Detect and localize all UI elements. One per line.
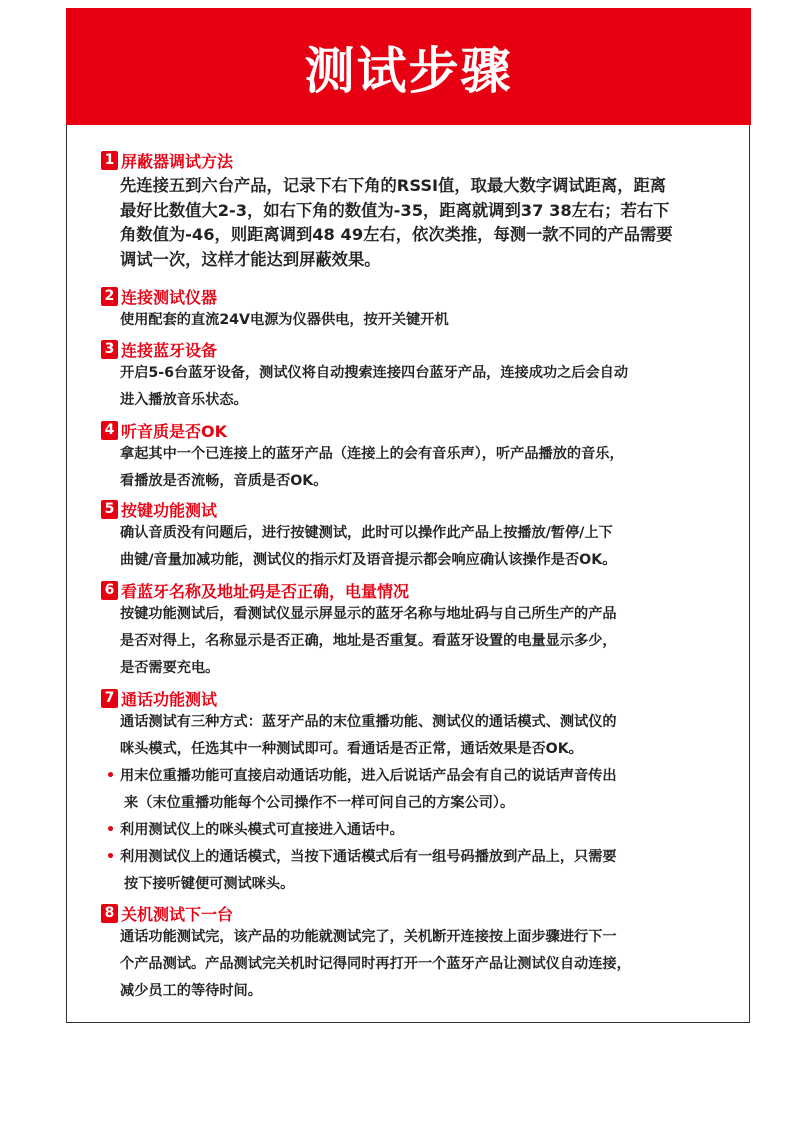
step-heading [101, 419, 741, 441]
step-body [101, 709, 741, 898]
step-title: 连接测试仪器 [121, 287, 218, 307]
step-section-6 [101, 579, 741, 682]
step-number-badge: 6 [101, 581, 118, 600]
bullet-item [106, 844, 741, 898]
step-text-line: 按键功能测试后，看测试仪显示屏显示的蓝牙名称与地址码与自己所生产的产品 [120, 606, 617, 622]
bullet-text-line: 利用测试仪上的通话模式，当按下通话模式后有一组号码播放到产品上，只需要 [120, 849, 617, 865]
step-text-line: 减少员工的等待时间。 [120, 983, 262, 999]
step-text-line: 调试一次，这样才能达到屏蔽效果。 [120, 249, 381, 269]
step-number-badge: 7 [101, 689, 118, 708]
step-body [101, 174, 741, 272]
step-section-2 [101, 285, 741, 334]
step-text-line: 曲键/音量加减功能，测试仪的指示灯及语音提示都会响应确认该操作是否OK。 [120, 552, 617, 568]
bullet-dot-icon: • [106, 849, 116, 865]
step-title: 关机测试下一台 [121, 904, 234, 924]
step-text-line: 进入播放音乐状态。 [120, 392, 248, 408]
step-title: 按键功能测试 [121, 500, 218, 520]
step-text-line: 通话功能测试完，该产品的功能就测试完了，关机断开连接按上面步骤进行下一 [120, 929, 617, 945]
step-number-badge: 8 [101, 904, 118, 923]
step-text-line: 确认音质没有问题后，进行按键测试，此时可以操作此产品上按播放/暂停/上下 [120, 525, 613, 541]
step-text-line: 拿起其中一个已连接上的蓝牙产品（连接上的会有音乐声），听产品播放的音乐， [120, 446, 624, 462]
step-section-3 [101, 338, 741, 414]
bullet-text-line: 来（末位重播功能每个公司操作不一样可问自己的方案公司）。 [124, 795, 515, 811]
step-heading [101, 498, 741, 520]
step-body [101, 520, 741, 574]
step-number-badge: 5 [101, 500, 118, 519]
step-body [101, 601, 741, 682]
step-number-badge: 2 [101, 287, 118, 306]
step-heading [101, 579, 741, 601]
step-text-line: 咪头模式，任选其中一种测试即可。看通话是否正常，通话效果是否OK。 [120, 741, 583, 757]
step-text-line: 开启5-6台蓝牙设备，测试仪将自动搜索连接四台蓝牙产品，连接成功之后会自动 [120, 365, 629, 381]
step-section-1 [101, 149, 741, 272]
step-title: 连接蓝牙设备 [121, 340, 218, 360]
step-heading [101, 687, 741, 709]
step-number-badge: 1 [101, 151, 118, 170]
step-heading [101, 149, 741, 171]
step-heading [101, 338, 741, 360]
bullet-dot-icon: • [106, 768, 116, 784]
step-heading [101, 902, 741, 924]
page-title: 测试步骤 [304, 41, 513, 100]
step-body [101, 924, 741, 1005]
step-title: 屏蔽器调试方法 [121, 151, 234, 171]
step-body [101, 307, 741, 334]
step-section-8 [101, 902, 741, 1005]
step-text-line: 最好比数值大2-3，如右下角的数值为-35，距离就调到37 38左右；若右下 [120, 200, 670, 220]
step-text-line: 通话测试有三种方式：蓝牙产品的末位重播功能、测试仪的通话模式、测试仪的 [120, 714, 617, 730]
step-text-line: 是否对得上，名称显示是否正确，地址是否重复。看蓝牙设置的电量显示多少， [120, 633, 617, 649]
step-text-line: 是否需要充电。 [120, 660, 220, 676]
step-section-5 [101, 498, 741, 574]
step-section-7 [101, 687, 741, 898]
step-body [101, 360, 741, 414]
bullet-text-line: 利用测试仪上的咪头模式可直接进入通话中。 [120, 822, 404, 838]
step-text-line: 先连接五到六台产品，记录下右下角的RSSI值，取最大数字调试距离，距离 [120, 176, 667, 195]
step-title: 看蓝牙名称及地址码是否正确，电量情况 [121, 581, 410, 601]
step-title: 听音质是否OK [121, 421, 228, 441]
step-section-4 [101, 419, 741, 495]
step-heading [101, 285, 741, 307]
step-text-line: 个产品测试。产品测试完关机时记得同时再打开一个蓝牙产品让测试仪自动连接， [120, 956, 631, 972]
step-title: 通话功能测试 [121, 689, 218, 709]
title-banner [66, 8, 751, 125]
step-number-badge: 3 [101, 340, 118, 359]
step-text-line: 使用配套的直流24V电源为仪器供电，按开关键开机 [120, 312, 449, 328]
step-text-line: 看播放是否流畅，音质是否OK。 [120, 473, 328, 489]
bullet-text-line: 按下接听键便可测试咪头。 [124, 876, 295, 892]
bullet-item [106, 763, 741, 817]
bullet-dot-icon: • [106, 822, 116, 838]
step-number-badge: 4 [101, 421, 118, 440]
bullet-item [106, 817, 741, 844]
step-text-line: 角数值为-46，则距离调到48 49左右，依次类推，每测一款不同的产品需要 [120, 225, 673, 244]
bullet-text-line: 用末位重播功能可直接启动通话功能，进入后说话产品会有自己的说话声音传出 [120, 768, 617, 784]
step-body [101, 441, 741, 495]
